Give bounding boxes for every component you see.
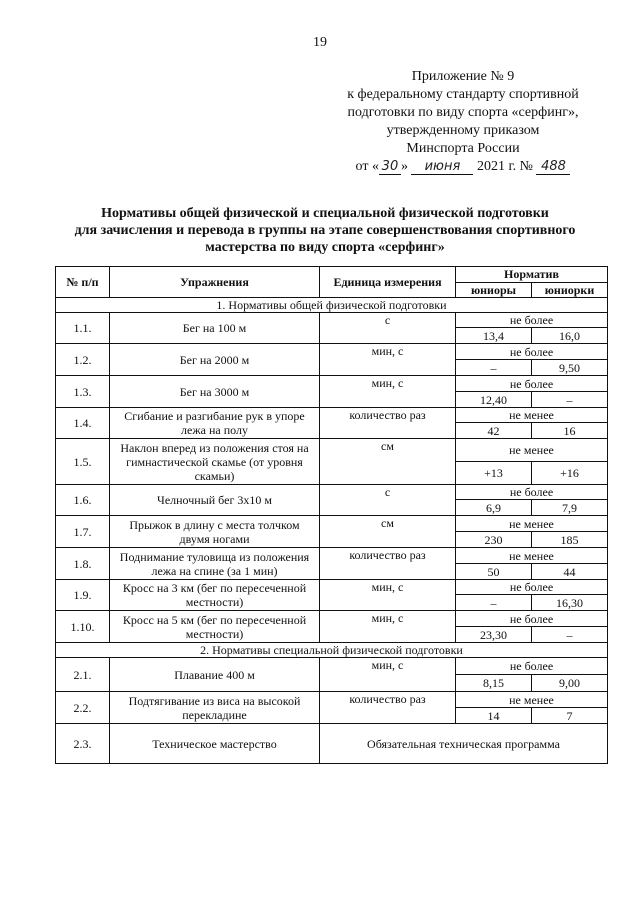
document-title (40, 205, 610, 256)
table-row (56, 485, 608, 500)
title-line: Нормативы общей физической и специальной физической подготовки (101, 206, 549, 221)
unit: с (320, 485, 456, 516)
exercise-name: Сгибание и разгибание рук в упоре лежа на полу (110, 408, 320, 439)
value-juniors-f: +16 (532, 462, 608, 485)
norm-condition: не менее (456, 408, 608, 423)
value-juniors-m: 230 (456, 532, 532, 548)
norm-condition: не более (456, 485, 608, 500)
table-row (56, 313, 608, 328)
value-juniors-m: – (456, 360, 532, 376)
exercise-name: Поднимание туловища из положения лежа на спине (за 1 мин) (110, 548, 320, 580)
norm-condition: не более (456, 313, 608, 328)
appendix-line: утвержденному приказом (386, 123, 540, 138)
unit: количество раз (320, 408, 456, 439)
norm-condition: не более (456, 376, 608, 392)
header-norm: Норматив (456, 267, 608, 283)
header-juniors-f: юниорки (532, 282, 608, 298)
order-number: 488 (541, 159, 566, 174)
norm-condition: не менее (456, 439, 608, 462)
value-juniors-m: – (456, 595, 532, 611)
section-title: 2. Нормативы специальной физической подготовки (56, 643, 608, 658)
value-juniors-f: 9,00 (532, 675, 608, 692)
exercise-name: Бег на 3000 м (110, 376, 320, 408)
norm-merged: Обязательная техническая программа (320, 724, 608, 764)
appendix-line: подготовки по виду спорта «серфинг», (347, 105, 579, 120)
value-juniors-f: 16 (532, 423, 608, 439)
row-number: 1.5. (56, 439, 110, 485)
value-juniors-m: 12,40 (456, 392, 532, 408)
value-juniors-f: 16,0 (532, 328, 608, 344)
header-num: № п/п (56, 267, 110, 298)
value-juniors-m: +13 (456, 462, 532, 485)
value-juniors-f: 44 (532, 564, 608, 580)
value-juniors-m: 6,9 (456, 500, 532, 516)
norms-table (55, 266, 608, 764)
value-juniors-m: 14 (456, 708, 532, 724)
header-juniors-m: юниоры (456, 282, 532, 298)
table-row (56, 344, 608, 360)
unit: см (320, 516, 456, 548)
row-number: 1.6. (56, 485, 110, 516)
unit: мин, с (320, 376, 456, 408)
title-line: мастерства по виду спорта «серфинг» (205, 240, 445, 255)
value-juniors-m: 50 (456, 564, 532, 580)
row-number: 1.3. (56, 376, 110, 408)
norm-condition: не более (456, 658, 608, 675)
value-juniors-f: 16,30 (532, 595, 608, 611)
exercise-name: Прыжок в длину с места толчком двумя ногами (110, 516, 320, 548)
date-day-field (379, 159, 401, 175)
norm-condition: не менее (456, 548, 608, 564)
value-juniors-f: 185 (532, 532, 608, 548)
exercise-name: Плавание 400 м (110, 658, 320, 692)
value-juniors-f: 9,50 (532, 360, 608, 376)
date-day: 30 (381, 159, 399, 174)
exercise-name: Наклон вперед из положения стоя на гимнастической скамье (от уровня скамьи) (110, 439, 320, 485)
value-juniors-m: 42 (456, 423, 532, 439)
value-juniors-m: 23,30 (456, 627, 532, 643)
exercise-name: Бег на 2000 м (110, 344, 320, 376)
unit: мин, с (320, 580, 456, 611)
value-juniors-f: 7,9 (532, 500, 608, 516)
header-unit: Единица измерения (320, 267, 456, 298)
norm-condition: не более (456, 611, 608, 627)
section-row (56, 298, 608, 313)
row-number: 1.4. (56, 408, 110, 439)
norm-condition: не более (456, 344, 608, 360)
unit: мин, с (320, 658, 456, 692)
page-number: 19 (313, 35, 327, 50)
row-number: 2.3. (56, 724, 110, 764)
date-month-field (411, 159, 473, 175)
table-row (56, 516, 608, 532)
exercise-name: Подтягивание из виса на высокой перекладине (110, 692, 320, 724)
value-juniors-m: 13,4 (456, 328, 532, 344)
order-number-field (536, 159, 570, 175)
table-row (56, 611, 608, 627)
row-number: 1.7. (56, 516, 110, 548)
row-number: 2.1. (56, 658, 110, 692)
row-number: 1.10. (56, 611, 110, 643)
exercise-name: Кросс на 5 км (бег по пересеченной местности) (110, 611, 320, 643)
exercise-name: Челночный бег 3x10 м (110, 485, 320, 516)
unit: мин, с (320, 344, 456, 376)
date-prefix: от « (355, 159, 379, 174)
value-juniors-m: 8,15 (456, 675, 532, 692)
appendix-block (333, 68, 593, 176)
row-number: 1.8. (56, 548, 110, 580)
row-number: 1.9. (56, 580, 110, 611)
norm-condition: не менее (456, 692, 608, 708)
appendix-line: Минспорта России (406, 141, 520, 156)
date-mid: » (400, 159, 408, 174)
row-number: 1.2. (56, 344, 110, 376)
exercise-name: Кросс на 3 км (бег по пересеченной местности) (110, 580, 320, 611)
section-title: 1. Нормативы общей физической подготовки (56, 298, 608, 313)
date-month: июня (424, 159, 461, 174)
row-number: 1.1. (56, 313, 110, 344)
table-row (56, 408, 608, 423)
norm-condition: не более (456, 580, 608, 595)
unit: мин, с (320, 611, 456, 643)
unit: см (320, 439, 456, 485)
table-row (56, 439, 608, 462)
exercise-name: Техническое мастерство (110, 724, 320, 764)
value-juniors-f: – (532, 627, 608, 643)
appendix-title: Приложение № 9 (411, 69, 515, 84)
date-year: 2021 г. № (476, 159, 533, 174)
table-body (56, 298, 608, 764)
section-row (56, 643, 608, 658)
table-row (56, 548, 608, 564)
value-juniors-f: – (532, 392, 608, 408)
table-row (56, 692, 608, 708)
value-juniors-f: 7 (532, 708, 608, 724)
table-row (56, 580, 608, 595)
exercise-name: Бег на 100 м (110, 313, 320, 344)
header-exercise: Упражнения (110, 267, 320, 298)
table-row (56, 376, 608, 392)
unit: с (320, 313, 456, 344)
table-row (56, 724, 608, 764)
title-line: для зачисления и перевода в группы на этапе совершенствования спортивного (74, 223, 576, 238)
table-row (56, 658, 608, 675)
unit: количество раз (320, 692, 456, 724)
unit: количество раз (320, 548, 456, 580)
appendix-line: к федеральному стандарту спортивной (347, 87, 579, 102)
row-number: 2.2. (56, 692, 110, 724)
norm-condition: не менее (456, 516, 608, 532)
order-date-line (333, 158, 593, 176)
